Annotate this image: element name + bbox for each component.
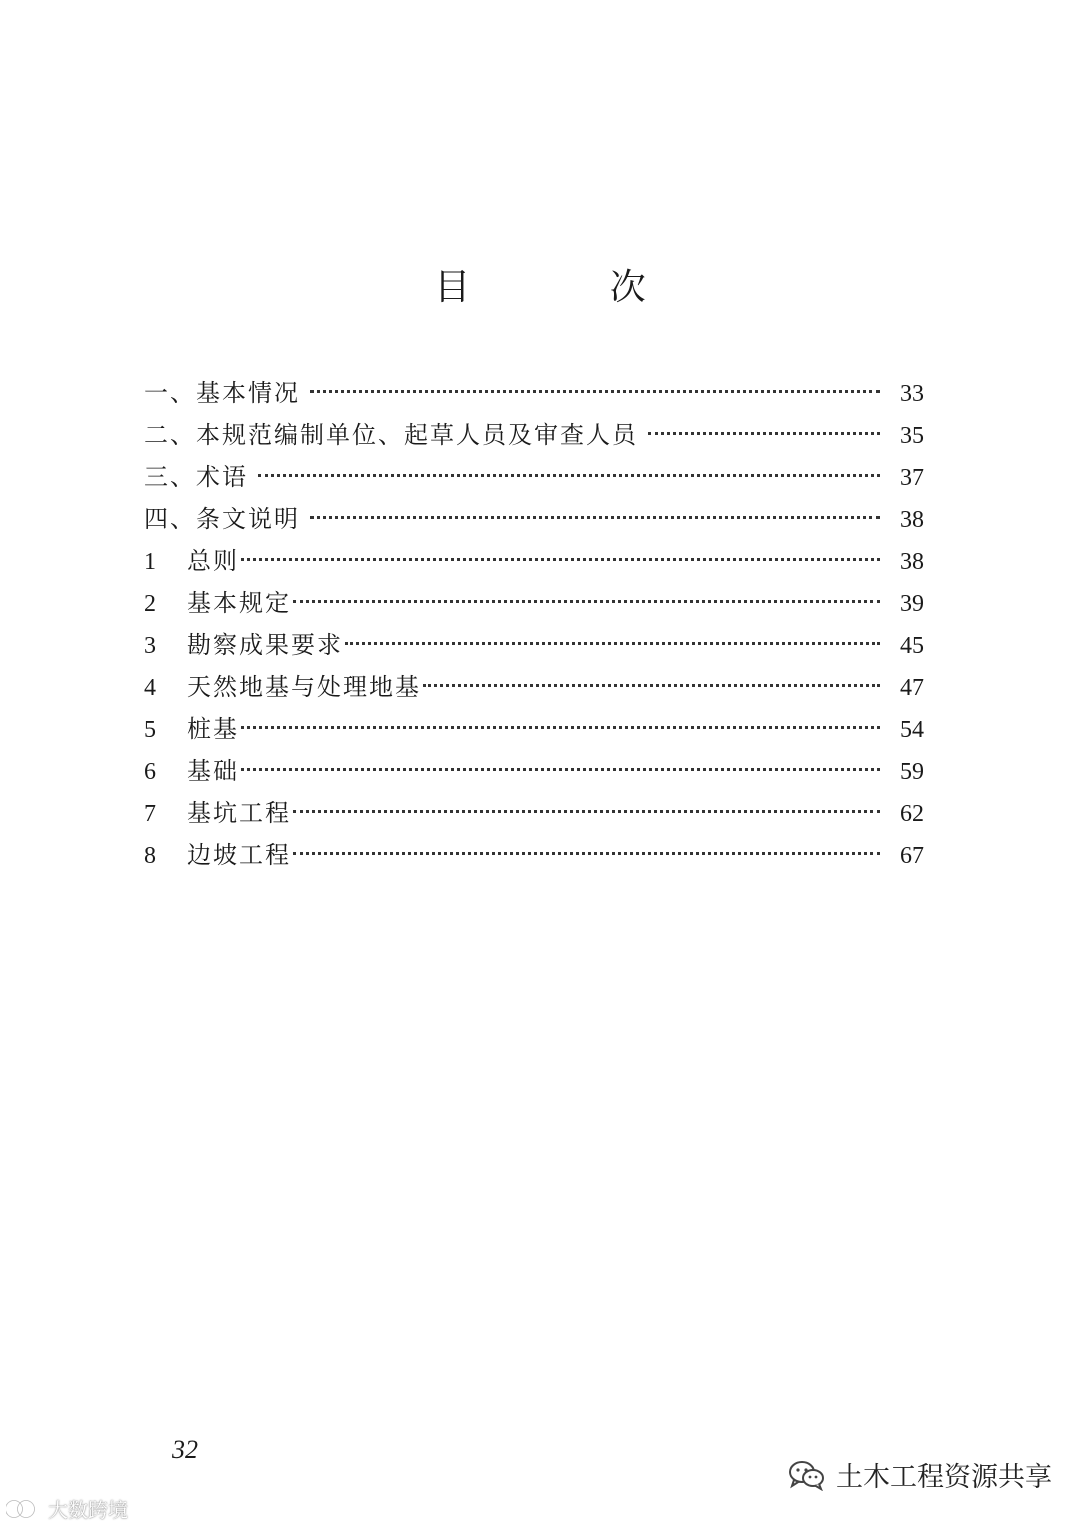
toc-entry-page: 39 — [900, 591, 924, 617]
toc-entry-number: 8 — [144, 843, 156, 869]
toc-entry-label: 四、条文说明 — [144, 505, 300, 533]
toc-entry — [144, 666, 924, 708]
toc-entry-number: 1 — [144, 549, 156, 575]
toc-entry-label: 基坑工程 — [187, 799, 291, 827]
toc-entry-page: 35 — [900, 423, 924, 449]
toc-leader-dots — [241, 726, 880, 729]
toc-entry-page: 33 — [900, 381, 924, 407]
toc-entry — [144, 792, 924, 834]
toc-leader-dots — [293, 852, 880, 855]
toc-entry — [144, 540, 924, 582]
toc-entry-page: 37 — [900, 465, 924, 491]
toc-entry-label: 总则 — [187, 547, 239, 575]
watermark-left-text: 大数跨境 — [48, 1498, 128, 1522]
toc-leader-dots — [648, 432, 880, 435]
toc-leader-dots — [423, 684, 880, 687]
watermark-right-text: 土木工程资源共享 — [836, 1462, 1052, 1493]
toc-leader-dots — [293, 600, 880, 603]
watermark-right — [788, 1455, 1052, 1494]
wechat-icon — [788, 1459, 826, 1491]
toc-entry-page: 54 — [900, 717, 924, 743]
toc-entry-page: 45 — [900, 633, 924, 659]
toc-entry-label: 天然地基与处理地基 — [187, 673, 421, 701]
toc-entry — [144, 414, 924, 456]
watermark-left — [6, 1494, 128, 1523]
toc-entry-label: 三、术语 — [144, 463, 248, 491]
toc-entry-label: 基础 — [187, 757, 239, 785]
toc-entry-label: 勘察成果要求 — [187, 631, 343, 659]
toc-entry-page: 59 — [900, 759, 924, 785]
toc-leader-dots — [310, 390, 880, 393]
toc-entry-number: 7 — [144, 801, 156, 827]
toc-entry — [144, 582, 924, 624]
toc-entry — [144, 456, 924, 498]
toc-entry-page: 47 — [900, 675, 924, 701]
toc-entry — [144, 624, 924, 666]
toc-entry-number: 2 — [144, 591, 156, 617]
toc-entry — [144, 498, 924, 540]
toc-entry — [144, 372, 924, 414]
toc-leader-dots — [310, 516, 880, 519]
toc-entry-page: 62 — [900, 801, 924, 827]
toc-leader-dots — [345, 642, 880, 645]
toc-entry-label: 一、基本情况 — [144, 379, 300, 407]
toc-entry-label: 二、本规范编制单位、起草人员及审查人员 — [144, 421, 638, 449]
toc-leader-dots — [293, 810, 880, 813]
page-number: 32 — [172, 1435, 198, 1464]
table-of-contents — [144, 372, 924, 876]
page-title: 目 次 — [434, 267, 710, 308]
toc-leader-dots — [241, 768, 880, 771]
toc-entry-page: 38 — [900, 507, 924, 533]
toc-leader-dots — [241, 558, 880, 561]
toc-entry-number: 5 — [144, 717, 156, 743]
toc-entry-page: 67 — [900, 843, 924, 869]
toc-entry-label: 边坡工程 — [187, 841, 291, 869]
toc-entry — [144, 834, 924, 876]
toc-entry-number: 4 — [144, 675, 156, 701]
toc-entry-label: 基本规定 — [187, 589, 291, 617]
toc-leader-dots — [258, 474, 880, 477]
brand-logo-icon — [6, 1498, 44, 1520]
toc-entry-label: 桩基 — [187, 715, 239, 743]
toc-entry-number: 6 — [144, 759, 156, 785]
toc-entry-page: 38 — [900, 549, 924, 575]
toc-entry — [144, 708, 924, 750]
toc-entry-number: 3 — [144, 633, 156, 659]
toc-entry — [144, 750, 924, 792]
